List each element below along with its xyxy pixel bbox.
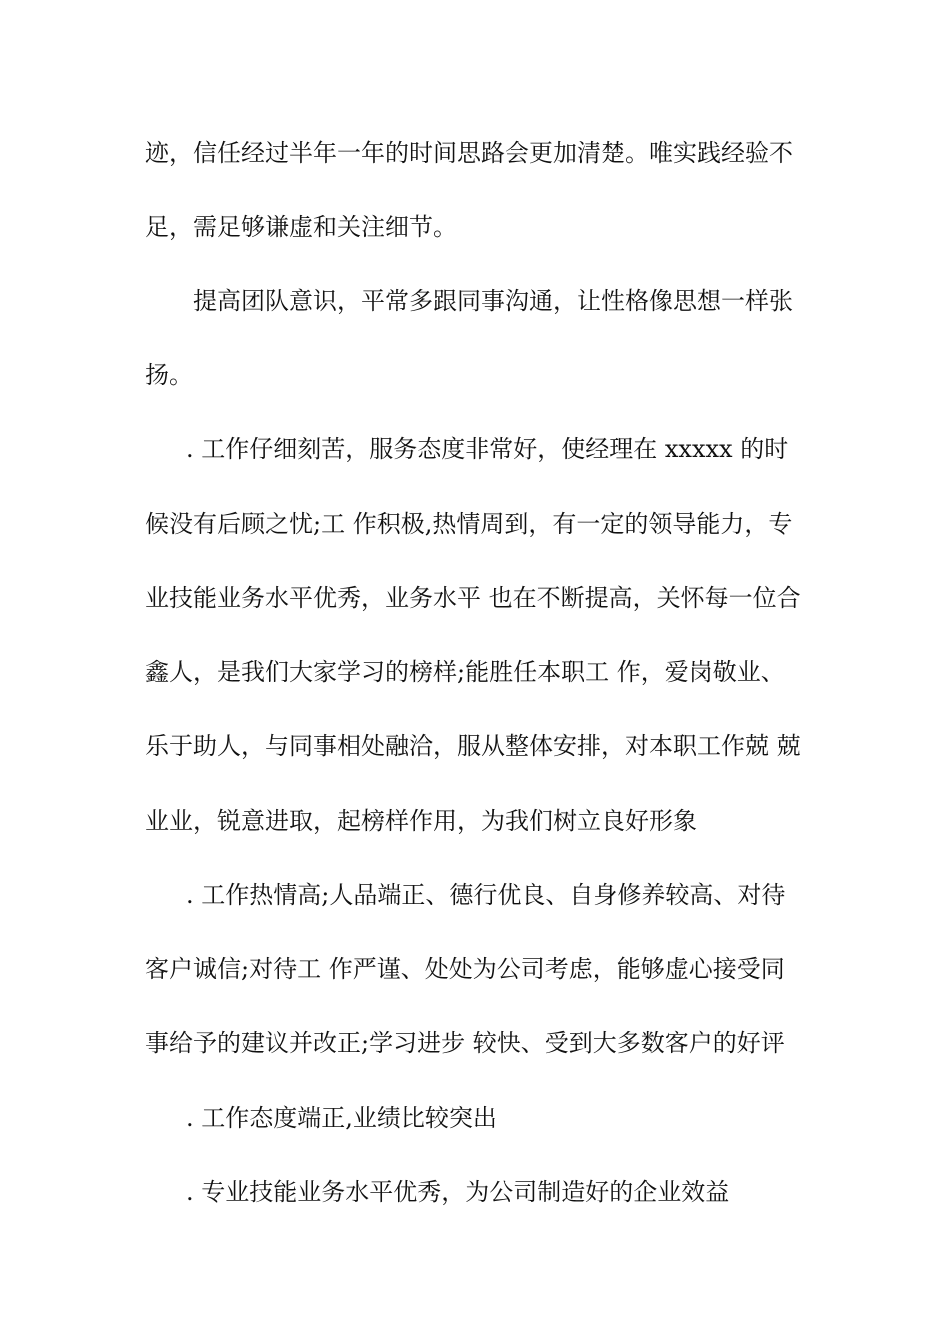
text-line: 扬。: [145, 361, 193, 389]
paragraph-first-line: 提高团队意识，平常多跟同事沟通，让性格像思想一样张: [193, 287, 793, 315]
text-line: 迹，信任经过半年一年的时间思路会更加清楚。唯实践经验不: [145, 139, 793, 167]
text-line: 候没有后顾之忧;工 作积极,热情周到，有一定的领导能力，专: [145, 510, 793, 538]
list-item-first-line: . 专业技能业务水平优秀，为公司制造好的企业效益: [186, 1178, 730, 1206]
text-line: 乐于助人，与同事相处融洽，服从整体安排，对本职工作兢 兢: [145, 732, 801, 760]
text-line: 足，需足够谦虚和关注细节。: [145, 213, 457, 241]
text-line: 客户诚信;对待工 作严谨、处处为公司考虑，能够虚心接受同: [145, 955, 785, 983]
list-item-first-line: . 工作热情高;人品端正、德行优良、自身修养较高、对待: [186, 881, 786, 909]
text-line: 事给予的建议并改正;学习进步 较快、受到大多数客户的好评: [145, 1029, 785, 1057]
list-item-first-line: . 工作仔细刻苦，服务态度非常好，使经理在 xxxxx 的时: [186, 435, 789, 463]
text-line: 鑫人，是我们大家学习的榜样;能胜任本职工 作，爱岗敬业、: [145, 658, 785, 686]
text-line: 业业，锐意进取，起榜样作用，为我们树立良好形象: [145, 807, 697, 835]
list-item-first-line: . 工作态度端正,业绩比较突出: [186, 1104, 497, 1132]
text-line: 业技能业务水平优秀，业务水平 也在不断提高，关怀每一位合: [145, 584, 801, 612]
